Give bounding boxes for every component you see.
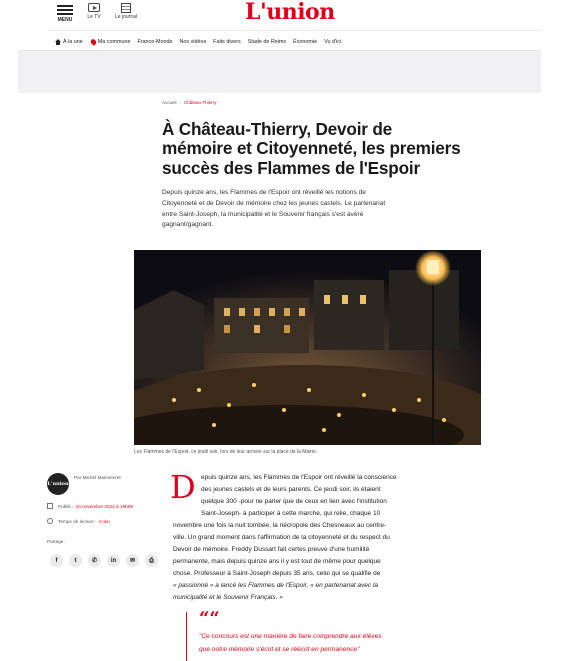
main-nav [55, 37, 348, 47]
published-date [47, 503, 133, 509]
published-label: Publié : [58, 503, 74, 509]
body-line: epuis quinze ans, les Flammes de l'Espoir ont réveillé la conscience [201, 474, 397, 481]
newspaper-icon [121, 3, 131, 13]
share-whatsapp-button[interactable] [88, 554, 101, 567]
breadcrumb-current-link[interactable]: Château-Thierry [184, 100, 217, 105]
journal-label: Le journal [115, 14, 137, 20]
quote-bar [186, 612, 187, 661]
menu-button[interactable] [54, 3, 76, 23]
share-email-button[interactable] [126, 554, 139, 567]
header-divider [47, 30, 541, 31]
nav-item-nos-videos[interactable] [180, 39, 207, 45]
tv-label: Le TV [87, 14, 101, 20]
quote-line: "Ce concours est une manière de faire comprendre aux élèves [199, 633, 382, 640]
breadcrumb [162, 100, 217, 105]
body-line: permanente, mais depuis quinze ans il y est tout de même pour quelque [173, 558, 381, 565]
twitter-icon: t [74, 557, 77, 564]
nav-label: Ma commune [97, 39, 131, 45]
reading-time [47, 518, 110, 524]
ad-banner-placeholder [18, 51, 541, 93]
share-label: Partage : [47, 539, 67, 544]
nav-label: Nos vidéos [179, 39, 207, 45]
nav-label: France-Monde [137, 39, 173, 45]
site-logo[interactable]: L'union [245, 0, 335, 25]
body-line: quelque 300 -pour ne parler que de ceux en lien avec l'institution [201, 498, 387, 505]
share-print-button[interactable] [145, 554, 158, 567]
dropcap: D [170, 468, 196, 506]
site-header [0, 0, 576, 28]
body-line: ville. Un grand moment dans l'affirmation de la citoyenneté et du respect du [173, 534, 390, 541]
home-icon [55, 39, 61, 45]
breadcrumb-separator: › [179, 100, 182, 105]
clock-icon [47, 518, 53, 524]
share-linkedin-button[interactable] [107, 554, 120, 567]
nav-item-vu-d-ici[interactable] [324, 39, 341, 45]
body-line: municipalité et le Souvenir Français. » [173, 594, 283, 601]
email-icon: ✉ [129, 557, 136, 564]
tv-icon [88, 3, 100, 12]
published-value: 10 novembre 2022 à 19h09 [75, 503, 133, 509]
print-icon: ⎙ [149, 557, 154, 564]
linkedin-icon: in [110, 557, 117, 564]
share-buttons [50, 554, 164, 567]
nav-item-ma-commune[interactable] [91, 39, 131, 45]
nav-label: Faits divers [213, 39, 241, 45]
nav-label: Stade de Reims [247, 39, 287, 45]
photo-caption: Les Flammes de l'Espoir, ce jeudi soir, lors de leur arrivée sur la place de la Mairie. [134, 449, 318, 455]
nav-label: Économie [293, 39, 318, 45]
nav-item-france-monde[interactable] [137, 39, 172, 45]
author-name[interactable]: Par Michel Mainnevret [74, 475, 121, 480]
nav-item-economie[interactable] [293, 39, 317, 45]
reading-value: 4 min [98, 518, 110, 524]
location-pin-icon [89, 38, 97, 46]
body-line: novembre une fois la nuit tombée, la nécropole des Chesneaux au centre- [173, 522, 387, 529]
article-title: À Château-Thierry, Devoir de mémoire et Citoyenneté, les premiers succès des Flammes de l'Espoir [162, 119, 461, 178]
article-lead: Depuis quinze ans, les Flammes de l'Espoir ont réveillé les notions de Citoyenneté et de Devoir de mémoire chez les jeunes castels. Le partenariat entre Saint-Joseph, la municipalité et le Souvenir français s'est avéré gagnant/gagnant. [162, 189, 386, 229]
breadcrumb-home-link[interactable]: Accueil [162, 100, 177, 105]
body-line: « passionné » a lancé les Flammes de l'Espoir, « en partenariat avec la [173, 582, 379, 589]
author-avatar: L'union [47, 473, 69, 495]
hamburger-icon [54, 5, 76, 15]
tv-button[interactable] [86, 3, 102, 20]
nav-item-faits-divers[interactable] [213, 39, 241, 45]
nav-item-stade-de-reims[interactable] [248, 39, 286, 45]
body-line: Saint-Joseph- à participer à cette marche, qui relie, chaque 10 [201, 510, 381, 517]
nav-label: À la une [63, 39, 83, 45]
share-facebook-button[interactable] [50, 554, 63, 567]
nav-item-a-la-une[interactable] [55, 39, 83, 45]
calendar-icon [47, 503, 53, 509]
menu-label: MENU [57, 17, 73, 23]
body-line: des jeunes castels et de leurs parents. Ce jeudi soir, ils étaient [201, 486, 381, 493]
reading-label: Temps de lecture : [58, 518, 97, 524]
facebook-icon: f [55, 557, 58, 564]
body-line: Devoir de mémoire. Freddy Dussart fait certes preuve d'une humilité [173, 546, 370, 553]
journal-button[interactable] [112, 3, 140, 20]
share-twitter-button[interactable] [69, 554, 82, 567]
quote-mark-icon: ““ [199, 608, 220, 629]
body-line: chose. Professeur à Saint-Joseph depuis 35 ans, celui qui se qualifie de [173, 570, 381, 577]
quote-line: que notre mémoire s'écrit et se réécrit en permanence" [199, 646, 360, 653]
article-photo [134, 250, 481, 445]
whatsapp-icon: ✆ [91, 557, 98, 564]
nav-label: Vu d'ici [324, 39, 342, 45]
